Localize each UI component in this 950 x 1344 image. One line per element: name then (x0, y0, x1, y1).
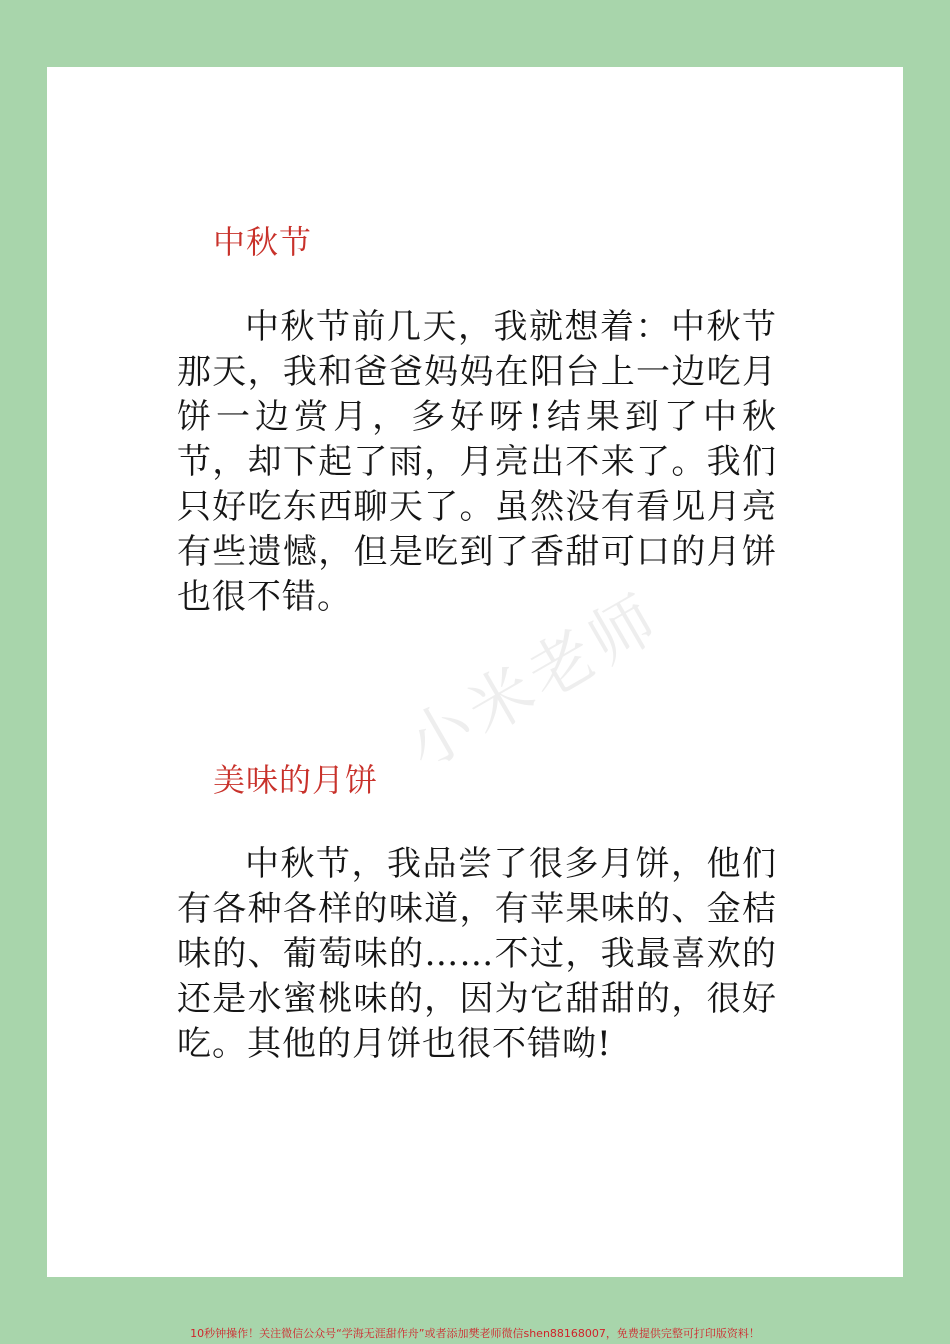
document-page (47, 67, 903, 1277)
essay-body-mooncake: 中秋节，我品尝了很多月饼，他们有各种各样的味道，有苹果味的、金桔味的、葡萄味的……不过，我最喜欢的还是水蜜桃味的，因为它甜甜的，很好吃。其他的月饼也很不错呦! (177, 844, 777, 1064)
watermark-text: 小米老师 (394, 579, 674, 785)
footer-promo-text: 10秒钟操作！关注微信公众号“学海无涯甜作舟”或者添加樊老师微信shen88168007，免费提供完整可打印版资料！ (190, 1327, 760, 1340)
essay-title-mooncake: 美味的月饼 (213, 761, 379, 799)
essay-body-mid-autumn: 中秋节前几天，我就想着：中秋节那天，我和爸爸妈妈在阳台上一边吃月饼一边赏月，多好呀!结果到了中秋节，却下起了雨，月亮出不来了。我们只好吃东西聊天了。虽然没有看见月亮有些遗憾，但是吃到了香甜可口的月饼也很不错。 (177, 307, 777, 617)
essay-title-mid-autumn: 中秋节 (213, 223, 313, 261)
